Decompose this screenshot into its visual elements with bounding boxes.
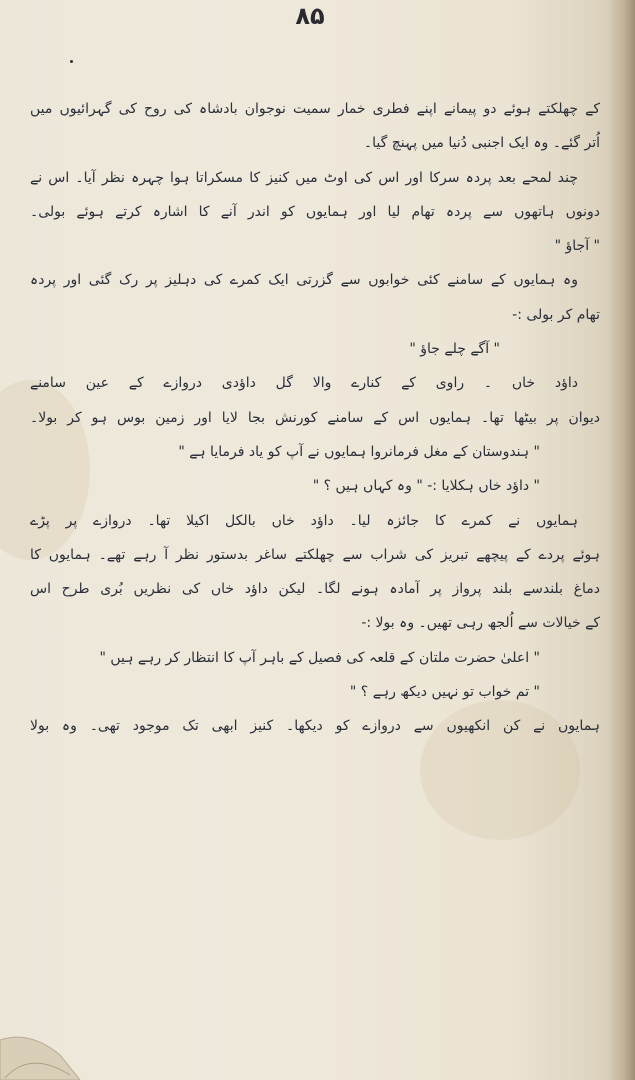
text-line: " داؤد خاں ہکلایا :- " وہ کہاں ہیں ؟ " bbox=[312, 478, 540, 495]
page-body bbox=[30, 92, 600, 744]
text-line: کے چھلکتے ہوئے دو پیمانے اپنے فطری خمار سمیت نوجوان بادشاہ کی روح کی گہرائیوں میں bbox=[30, 101, 600, 117]
page-number: ۸۵ bbox=[295, 2, 325, 30]
text-line: " ہندوستان کے مغل فرمانروا ہمایوں نے آپ کو یاد فرمایا ہے " bbox=[178, 443, 540, 460]
text-line: " اعلیٰ حضرت ملتان کے قلعہ کی فصیل کے باہر آپ کا انتظار کر رہے ہیں " bbox=[99, 649, 540, 666]
text-line: دونوں ہاتھوں سے پردہ تھام لیا اور ہمایوں کو اندر آنے کا اشارہ کرتے ہوئے بولی۔ bbox=[30, 203, 600, 220]
text-line: ہمایوں نے کن انکھیوں سے دروازے کو دیکھا۔ کنیز ابھی تک موجود تھی۔ وہ بولا bbox=[30, 718, 600, 735]
text-line: دماغ بلندسے بلند پرواز پر آمادہ ہونے لگا۔ لیکن داؤد خاں کی نظریں بُری طرح اس bbox=[30, 581, 600, 598]
text-line: ہوئے پردے کے پیچھے تبریز کی شراب سے چھلکتے ساغر بدستور نظر آ رہے تھے۔ ہمایوں کا bbox=[30, 546, 600, 563]
text-line: " تم خواب تو نہیں دیکھ رہے ؟ " bbox=[349, 684, 540, 701]
text-line: " آگے چلے جاؤ " bbox=[409, 341, 500, 358]
text-line: اُتر گئے۔ وہ ایک اجنبی دُنیا میں پہنچ گیا۔ bbox=[363, 135, 600, 152]
text-line: دیوان پر بیٹھا تھا۔ ہمایوں اس کے سامنے کورنش بجا لایا اور زمین بوس ہو کر بولا۔ bbox=[30, 409, 600, 426]
torn-corner bbox=[0, 1020, 90, 1080]
ink-dot bbox=[70, 60, 73, 63]
text-line: چند لمحے بعد پردہ سرکا اور اس کی اوٹ میں کنیز کا مسکراتا ہوا چہرہ نظر آیا۔ اس نے bbox=[30, 169, 578, 186]
text-line: وہ ہمایوں کے سامنے کئی خوابوں سے گزرتی ایک کمرے کی دہلیز پر رک گئی اور پردہ bbox=[30, 272, 578, 289]
text-line: تھام کر بولی :- bbox=[512, 306, 600, 323]
text-line: کے خیالات سے اُلجھ رہی تھیں۔ وہ بولا :- bbox=[361, 615, 600, 632]
book-spine-shadow bbox=[607, 0, 635, 1080]
text-line: " آجاؤ " bbox=[554, 238, 600, 255]
text-line: ہمایوں نے کمرے کا جائزہ لیا۔ داؤد خاں بالکل اکیلا تھا۔ دروازے پر پڑے bbox=[30, 512, 578, 529]
text-line: داؤد خاں ۔ راوی کے کنارے والا گل داؤدی دروازے کے عین سامنے bbox=[30, 375, 578, 392]
